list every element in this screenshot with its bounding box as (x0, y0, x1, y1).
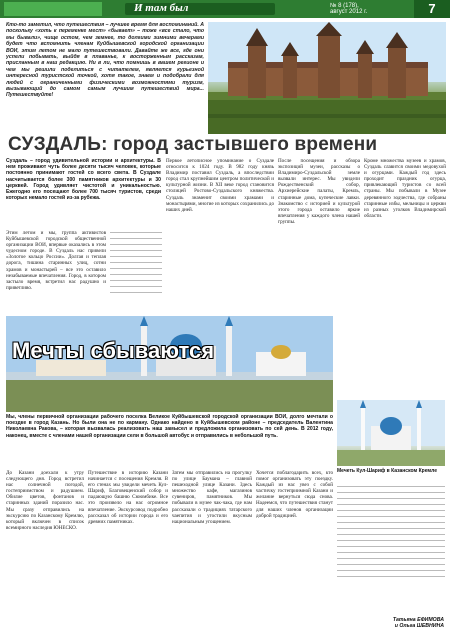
article2-lead: Мы, члены первичной организации рабочего поселка Великое Куйбышевской городской организации ВОИ, долго мечтали о поездке в город Казань. Но были она не по карману. Однако найдено в Куйбышевском районе – председатель Валентина Николаевна Ракова, – которая вызвалась реализовать наш замысел и предложила организовать по сей день. В 2012 году, наконец, вместе с членами нашей организации сели в большой автобус и отправились в небольшой путь. (6, 414, 333, 439)
article2-column-2: Путешествие в историю Казани начинается с посещения Кремля. В его стенах мы увидели мечеть Кул-Шариф, Благовещенский собор и падающую башню Сююмбике. Все это произвело на нас огромное впечатление. Экскурсовод подробно рассказал об истории города и его древних памятниках. (88, 470, 168, 525)
mosque-illustration (337, 400, 445, 466)
suzdal-kremlin-photo (208, 22, 446, 134)
section-title: И там был (134, 2, 189, 14)
intro-text (6, 22, 204, 132)
article2-title: Мечты сбываются (12, 338, 215, 363)
mosque-photo (337, 400, 445, 466)
article2-column-3: Затем мы отправились на прогулку по улице Баумана – главной пешеходной улице Казани. Здесь множество кафе, магазинов сувениров, памятников. Мы побывали в музее чак-чака, где нам рассказали о традициях татарского чаепития и угостили вкусным национальным угощением. (172, 470, 252, 525)
article1-column-4: Кроме множества музеев и храмов, Суздаль славится своими медовухой и огурцами. Каждый год здесь проходит праздник огурца, привлекающий туристов со всей страны. Мы побывали в Музее деревянного зодчества, где собраны старинные избы, мельницы и церкви из разных уголков Владимирской области. (364, 158, 446, 219)
article1-column-3: После посещения и обзора экспозиций музеи, рассказы о Владимиро-Суздальской земле вызвали интерес. Мы увидели Рождественский собор, Архиерейские палаты, Кремль, старинные дома, купеческие лавки. Знакомство с историей и культурой этого города оставило яркие впечатления у каждого члена нашей группы. (278, 158, 360, 225)
issue-date: август 2012 г. (330, 9, 368, 15)
kremlin-illustration (208, 22, 446, 134)
article1-title: СУЗДАЛЬ: город застывшего времени (8, 134, 378, 155)
page-header (0, 0, 450, 18)
article2-column-4: Хочется поблагодарить всех, кто помог организовать эту поездку. Каждый из нас увез с собой частичку гостеприимной Казани и желание вернуться сюда снова. Надеемся, что путешествия станут для наших членов организации доброй традицией. (256, 470, 333, 519)
article1-lead: Суздаль – город удивительной истории и архитектуры. В нем проживают чуть более десяти тысяч человек, которые постоянно принимают гостей со всего света. В Суздале насчитывается более 300 памятников архитектуры и 30 церквей. Город удивляет чистотой и уникальностью. Ежегодно его посещают более 700 тысяч туристов, среди которых немало гостей из-за рубежа. (6, 158, 161, 202)
article2-column-5 (337, 484, 445, 608)
mosque-photo-caption: Мечеть Кул-Шариф в Казанском Кремле (337, 468, 437, 474)
article1-column-2: Первое летописное упоминание о Суздале относится к 1024 году. В 982 году князь Владимир поставил Суздаль, а впоследствии город стал крупнейшим центром политической и культурной жизни. В XII веке город становится столицей Ростово-Суздальского княжества. Суздаль знаменит своими храмами и монастырями, многие из которых сохранились до наших дней. (166, 158, 274, 213)
issue-info (330, 3, 367, 15)
header-decor-bar (4, 2, 102, 16)
intro-line: Кто-то заметил, что путешествия – лучшее время для воспоминаний. А поскольку «хоть к переменке мест» «бывает» – тоже «все стало, что мы бывали», (6, 22, 204, 41)
author-1: Татьяна ЕФИМОВА (392, 616, 444, 623)
article1-column-1b (110, 230, 162, 314)
article2-column-1: До Казани доехали к утру следующего дня. Город встретил нас солнечной погодой, гостеприимством и радушием. Обилие цветов, фонтанов и старинных зданий поразило нас. Мы сразу отправились на экскурсию по Казанскому Кремлю, который включен в список всемирного наследия ЮНЕСКО. (6, 470, 84, 531)
author-2: и Ольга ШЕВНИНА (394, 622, 444, 629)
page-number: 7 (414, 0, 450, 18)
article-signature (393, 617, 444, 629)
kazan-photo (6, 316, 333, 412)
intro-line: чище остом, чем земнее, то долгими зимними вечерами будет что вспомнить членам Куйбышевской городской организации ВОИ, этим летом не мало путешествовали. Давайте же все, где они успели побывать, выйдя в плаванье, к восторженным рассказам, присланным в наш редакцию. Ни в ли, что помнишь в вашем регионе и чем мы решили поделиться с читателем, является курьезной интересной туристской точкой, хотя такое, знаем и подобрали для людей с ограниченными физическими возможностями туризм, вызывающий до самом самым лучшим путешествий мира... Путешествуйте! (6, 34, 204, 99)
issue-number: № 8 (178), (330, 3, 359, 9)
article1-column-1: Этим летом и мы, группа активистов Куйбышевской городской общественной организации ВОИ, впервые оказались в этом чудесном городе. В Суздаль нас привели «Золотое кольцо России». Долгая и теплая дорога, тишина старинных улиц, сотни храмов и монастырей – все это оставило незабываемые впечатления. Город, в котором застыло время, встретил нас радушно и приветливо. (6, 230, 106, 291)
kazan-illustration (6, 316, 333, 412)
